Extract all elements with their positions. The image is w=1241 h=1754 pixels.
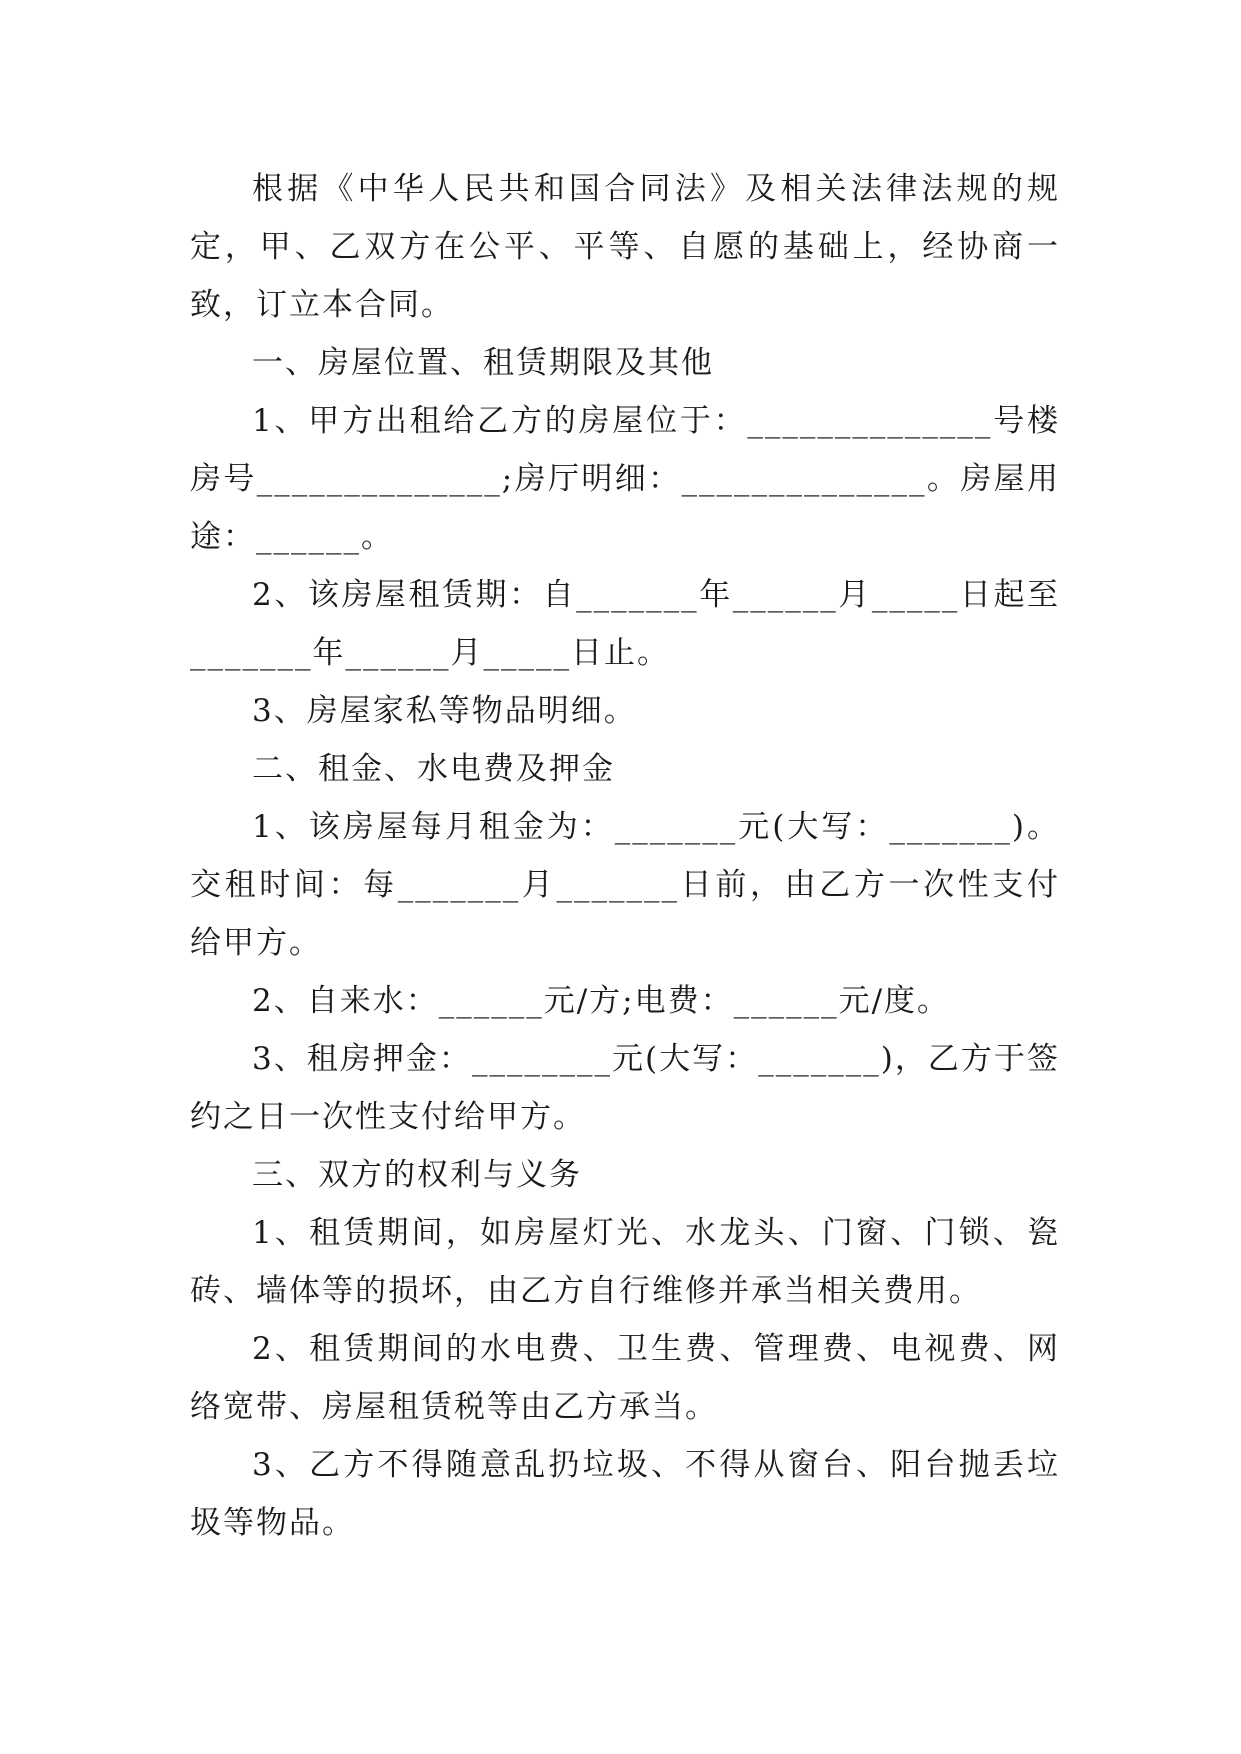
preamble-paragraph: 根据《中华人民共和国合同法》及相关法律法规的规定，甲、乙双方在公平、平等、自愿的基础上，经协商一致，订立本合同。 <box>190 171 1060 323</box>
section-3-heading: 三、双方的权利与义务 <box>252 1157 582 1193</box>
clause-3-2: 2、租赁期间的水电费、卫生费、管理费、电视费、网络宽带、房屋租赁税等由乙方承当。 <box>190 1331 1060 1425</box>
contract-body <box>190 160 1060 1552</box>
clause-3-3: 3、乙方不得随意乱扔垃圾、不得从窗台、阳台抛丢垃圾等物品。 <box>190 1447 1060 1541</box>
clause-2-1: 1、该房屋每月租金为：_______元(大写：_______)。交租时间：每_______月_______日前，由乙方一次性支付给甲方。 <box>190 809 1060 961</box>
section-1-heading: 一、房屋位置、租赁期限及其他 <box>252 345 714 381</box>
clause-1-3: 3、房屋家私等物品明细。 <box>252 693 637 729</box>
clause-2-2: 2、自来水：______元/方;电费：______元/度。 <box>252 983 951 1019</box>
clause-1-1: 1、甲方出租给乙方的房屋位于：______________号楼房号______________;房厅明细：______________。房屋用途：______。 <box>190 403 1060 555</box>
clause-2-3: 3、租房押金：________元(大写：_______)，乙方于签约之日一次性支付给甲方。 <box>190 1041 1060 1135</box>
clause-1-2: 2、该房屋租赁期：自_______年______月_____日起至_______年______月_____日止。 <box>190 577 1060 671</box>
clause-3-1: 1、租赁期间，如房屋灯光、水龙头、门窗、门锁、瓷砖、墙体等的损坏，由乙方自行维修并承当相关费用。 <box>190 1215 1060 1309</box>
section-2-heading: 二、租金、水电费及押金 <box>252 751 615 787</box>
